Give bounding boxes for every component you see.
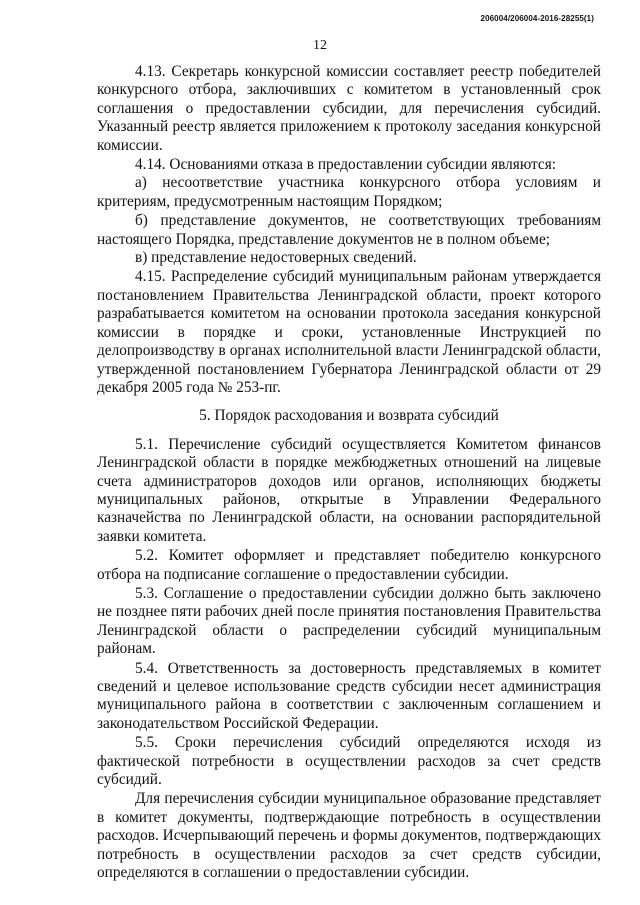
paragraph-5-5: 5.5. Сроки перечисления субсидий определяются исходя из фактической потребности в осуществлении расходов за счет средств субсидий. [97, 734, 601, 789]
paragraph-5-3: 5.3. Соглашение о предоставлении субсидии должно быть заключено не позднее пяти рабочих дней после принятия постановления Правительства Ленинградской области о распределении субсидий муниципальным районам. [97, 584, 601, 658]
document-code: 206004/206004-2016-28255(1) [480, 14, 594, 23]
paragraph-5-2: 5.2. Комитет оформляет и представляет победителю конкурсного отбора на подписание соглашение о предоставлении субсидии. [97, 547, 601, 583]
page-number: 12 [313, 38, 327, 53]
paragraph-4-14: 4.14. Основаниями отказа в предоставлении субсидии являются: [135, 156, 557, 174]
paragraph-4-15: 4.15. Распределение субсидий муниципальным районам утверждается постановлением Правительства Ленинградской области, проект которого разрабатывается комитетом на основании протокола заседания конкурсной комиссии в порядке и сроки, установленные Инструкцией по делопроизводству в органах исполнительной власти Ленинградской области, утвержденной постановлением Губернатора Ленинградской области от 29 декабря 2005 года № 253-пг. [97, 268, 601, 396]
paragraph-4-14-v: в) представление недостоверных сведений. [135, 249, 417, 267]
paragraph-4-14-a: а) несоответствие участника конкурсного отбора условиям и критериям, предусмотренным настоящим Порядком; [97, 174, 601, 210]
paragraph-4-14-b: б) представление документов, не соответствующих требованиям настоящего Порядка, представление документов не в полном объеме; [97, 212, 601, 248]
paragraph-4-13: 4.13. Секретарь конкурсной комиссии составляет реестр победителей конкурсного отбора, заключивших с комитетом в установленный срок соглашения о предоставлении субсидии, для перечисления субсидий. Указанный реестр является приложением к протоколу заседания конкурсной комиссии. [97, 63, 601, 154]
paragraph-final: Для перечисления субсидии муниципальное образование представляет в комитет документы, подтверждающие потребность в осуществлении расходов. Исчерпывающий перечень и формы документов, подтверждающих потребность в осуществлении расходов за счет средств субсидии, определяются в соглашении о предоставлении субсидии. [97, 790, 601, 882]
paragraph-5-4: 5.4. Ответственность за достоверность представляемых в комитет сведений и целевое использование средств субсидии несет администрация муниципального района в соответствии с заключенным соглашением и законодательством Российской Федерации. [97, 659, 601, 732]
paragraph-5-1: 5.1. Перечисление субсидий осуществляется Комитетом финансов Ленинградской области в порядке межбюджетных отношений на лицевые счета администраторов доходов или органов, исполняющих бюджеты муниципальных районов, открытые в Управлении Федерального казначейства по Ленинградской области, на основании распорядительной заявки комитета. [97, 435, 601, 545]
document-body [97, 63, 601, 882]
section-5-heading: 5. Порядок расходования и возврата субсидий [199, 407, 499, 425]
